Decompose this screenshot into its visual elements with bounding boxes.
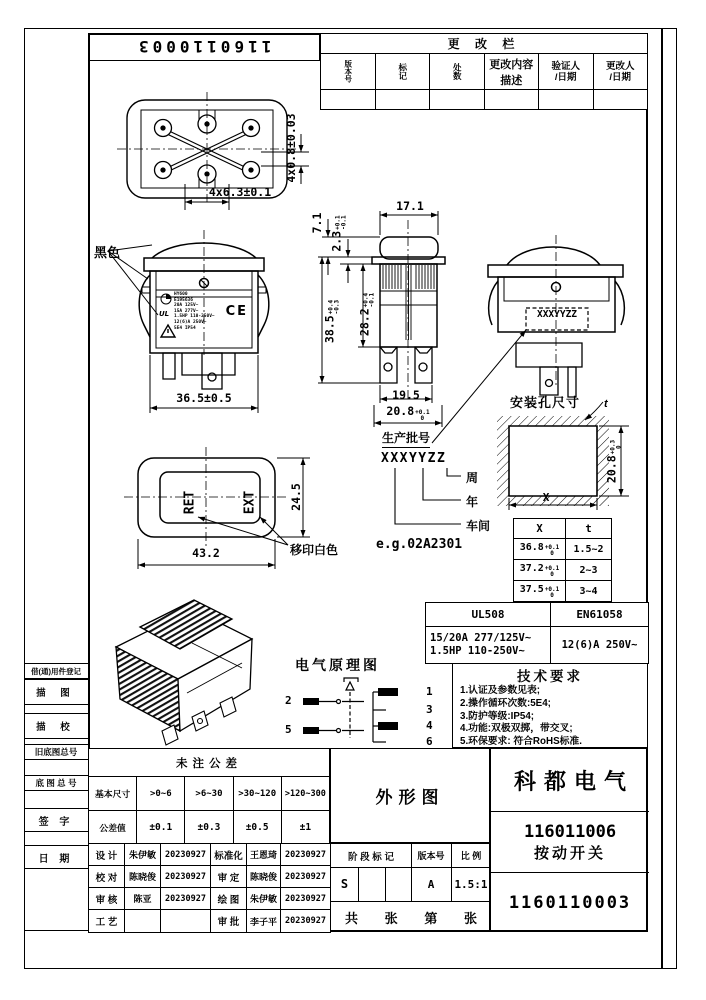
change-bar-col-mark: 标记 <box>375 54 430 90</box>
ce-mark: CE <box>225 304 248 319</box>
change-bar-title: 更 改 栏 <box>321 34 648 54</box>
tolerance-title: 未注公差 <box>89 749 330 777</box>
margin-label-register: 借(通)用件登记 <box>24 663 88 679</box>
stage-value: S <box>340 877 349 891</box>
tech-line: 4.功能:双极双掷，带交叉; <box>460 723 573 735</box>
view-name: 外形图 <box>375 788 445 807</box>
tech-line: 3.防护等级:IP54; <box>460 710 535 722</box>
ratings-col-ul: UL508 <box>426 603 551 627</box>
dim-total-height: 38.5 +0.4 -0.3 <box>322 299 340 344</box>
view-name-box <box>330 748 490 843</box>
ul-mark: UL <box>159 310 170 318</box>
margin-label-old-master: 旧底图总号 <box>24 744 88 760</box>
note-print-white: 移印白色 <box>290 543 339 557</box>
stage-block <box>330 843 490 932</box>
margin-label-trace-check: 描 校 <box>24 713 88 739</box>
batch-year-label: 年 <box>466 495 479 509</box>
dim-body-height: 28.2 +0.4 -0.1 <box>357 292 375 337</box>
dim-front-width: 36.5±0.5 <box>176 391 232 405</box>
tech-line: 2.操作循环次数:5E4; <box>460 697 551 709</box>
keycap-ext: EXT <box>242 490 258 515</box>
warning-triangle-icon <box>160 324 176 338</box>
schematic-pin-3: 3 <box>426 703 433 716</box>
note-black: 黑色 <box>94 245 121 260</box>
schematic-pin-1: 1 <box>426 685 433 698</box>
margin-label-tracing: 描 图 <box>24 679 88 705</box>
mounting-title: 安装孔尺寸 <box>510 395 581 410</box>
front-terminals <box>163 353 235 389</box>
scale-label: 比 例 <box>460 851 482 861</box>
tech-line: 1.认证及参数见表; <box>460 685 541 696</box>
change-bar-col-count: 处数 <box>430 54 485 90</box>
kedu-logo-icon <box>160 293 172 305</box>
schematic-pin-2: 2 <box>285 694 292 707</box>
dim-hole-height: 20.8 +0.3 0 <box>604 439 622 484</box>
xt-row: 37.2 +0.1 0 2~3 <box>514 560 612 581</box>
xt-row: 37.5 +0.1 0 3~4 <box>514 581 612 602</box>
doc-number-box <box>88 33 320 61</box>
dim-button-width: 43.2 <box>192 546 220 560</box>
isometric-view-drawing <box>92 583 260 745</box>
dim-pins-height: 4x0.8±0.03 <box>284 113 298 183</box>
change-bar-empty-row <box>321 90 648 110</box>
hole-rect <box>509 426 597 496</box>
dim-flange: 2.3 +0.1 -0.1 <box>329 215 347 252</box>
batch-example: e.g.02A2301 <box>376 537 463 552</box>
signoff-table <box>88 843 331 933</box>
tech-requirements-box <box>452 663 648 748</box>
stage-label: 阶 段 标 记 <box>348 851 394 863</box>
company-name: 科都电气 <box>513 768 634 794</box>
left-clip <box>139 275 150 337</box>
part-number: 116011006 <box>523 821 617 842</box>
xt-row: 36.8 +0.1 0 1.5~2 <box>514 539 612 560</box>
change-bar-col-version: 版本号 <box>321 54 376 90</box>
sheet-count-row: 共 张 第 张 <box>345 910 477 926</box>
batch-marking-text: XXXYYZZ <box>536 309 578 320</box>
schematic-pin-5: 5 <box>285 723 292 736</box>
dim-rocker-height: 7.1 <box>310 212 324 234</box>
signoff-row: 审 核 陈亚 20230927 绘 图 朱伊敏 20230927 <box>89 888 331 910</box>
doc-number-rotated: 1160110003 <box>135 37 272 56</box>
nameplate-text: HY600 E195636 20A 125V~ 15A 277V~ 1.5HP 110-250V~ 12(6)A 250V~ 5E4 IP54 <box>174 292 215 331</box>
nameplate-label <box>158 292 250 346</box>
tech-title: 技术要求 <box>517 669 583 684</box>
signoff-row: 校 对 陈晓俊 20230927 审 定 陈晓俊 20230927 <box>89 866 331 888</box>
schematic-pin-6: 6 <box>426 735 433 748</box>
ratings-en-value: 12(6)A 250V~ <box>551 627 649 664</box>
mounting-thickness-label: t <box>604 398 608 410</box>
keycap-ret: RET <box>182 490 198 515</box>
change-bar-col-changer: 更改人 /日期 <box>593 54 648 90</box>
tolerance-table: 未注公差 基本尺寸 >0~6 >6~30 >30~120 >120~300 公差值 ±0.1 ±0.3 ±0.5 ±1 <box>88 748 330 844</box>
ratings-ul-value: 15/20A 277/125V~ 1.5HP 110-250V~ <box>426 627 551 664</box>
signoff-row: 工 艺 审 批 李子平 20230927 <box>89 910 331 933</box>
scale-value: 1.5:1 <box>454 877 488 891</box>
margin-label-signature: 签 字 <box>24 808 88 832</box>
schematic-drawing <box>278 676 438 746</box>
title-block <box>490 748 648 932</box>
part-name: 按动开关 <box>533 844 606 862</box>
change-bar-col-desc: 更改内容描述 <box>484 54 539 90</box>
version-value: A <box>427 877 435 891</box>
mounting-hole-drawing <box>495 398 685 513</box>
batch-week-label: 周 <box>466 471 479 485</box>
tech-line: 5.环保要求: 符合RoHS标准. <box>460 736 582 748</box>
ratings-table <box>425 602 649 664</box>
margin-bottom-line <box>24 930 88 931</box>
drawing-number: 1160110003 <box>508 893 632 913</box>
back-terminals <box>516 343 582 397</box>
schematic-title: 电气原理图 <box>295 657 380 673</box>
xt-table: X t 36.8 +0.1 0 1.5~2 37.2 +0.1 0 2~3 37.5 +0.1 0 3~4 <box>513 518 612 602</box>
batch-title: 生产批号 <box>382 429 430 448</box>
schematic-pin-4: 4 <box>426 719 433 732</box>
signoff-row: 设 计 朱伊敏 20230927 标准化 王恩琦 20230927 <box>89 844 331 866</box>
dim-body-width: 20.8 +0.1 0 <box>386 404 430 422</box>
dim-terminal-span: 19.5 <box>392 388 420 402</box>
dim-pins-pitch: 4x6.3±0.1 <box>208 185 272 199</box>
dim-button-height: 24.5 <box>289 483 303 511</box>
ratings-col-en: EN61058 <box>551 603 649 627</box>
batch-workshop-label: 车间 <box>466 519 491 533</box>
right-clip <box>258 275 269 337</box>
part-identity <box>491 812 649 872</box>
change-bar-col-verifier: 验证人 /日期 <box>539 54 594 90</box>
margin-label-master: 底 图 总 号 <box>24 775 88 791</box>
change-bar-table <box>320 33 648 110</box>
batch-code: XXXYYZZ <box>381 451 447 466</box>
version-label: 版本号 <box>417 851 445 861</box>
dim-rocker-width: 17.1 <box>396 199 424 213</box>
margin-label-date: 日 期 <box>24 845 88 869</box>
dim-hole-width: X <box>542 491 550 504</box>
